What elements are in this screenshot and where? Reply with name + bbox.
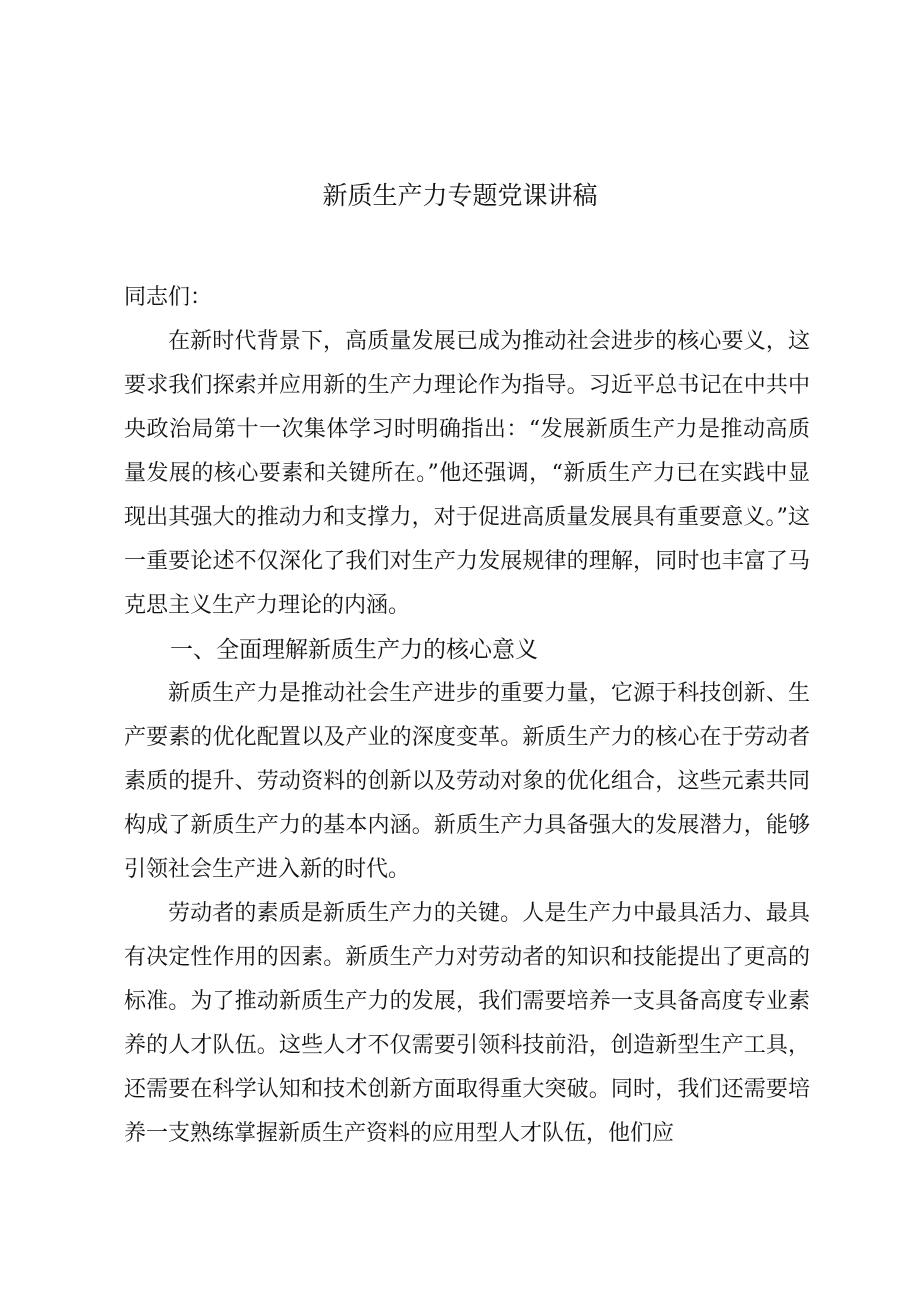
document-body — [124, 276, 810, 1156]
section-paragraph-1: 新质生产力是推动社会生产进步的重要力量，它源于科技创新、生产要素的优化配置以及产业的深度变革。新质生产力的核心在于劳动者素质的提升、劳动资料的创新以及劳动对象的优化组合，这些元素共同构成了新质生产力的基本内涵。新质生产力具备强大的发展潜力，能够引领社会生产进入新的时代。 — [124, 681, 810, 882]
document-title: 新质生产力专题党课讲稿 — [322, 181, 598, 210]
salutation: 同志们： — [124, 285, 213, 310]
section-heading: 一、全面理解新质生产力的核心意义 — [170, 637, 538, 663]
section-paragraph-2: 劳动者的素质是新质生产力的关键。人是生产力中最具活力、最具有决定性作用的因素。新质生产力对劳动者的知识和技能提出了更高的标准。为了推动新质生产力的发展，我们需要培养一支具备高度专业素养的人才队伍。这些人才不仅需要引领科技前沿，创造新型生产工具，还需要在科学认知和技术创新方面取得重大突破。同时，我们还需要培养一支熟练掌握新质生产资料的应用型人才队伍，他们应 — [124, 901, 810, 1146]
intro-paragraph: 在新时代背景下，高质量发展已成为推动社会进步的核心要义，这要求我们探索并应用新的生产力理论作为指导。习近平总书记在中共中央政治局第十一次集体学习时明确指出：“发展新质生产力是推动高质量发展的核心要素和关键所在。”他还强调，“新质生产力已在实践中显现出其强大的推动力和支撑力，对于促进高质量发展具有重要意义。”这一重要论述不仅深化了我们对生产力发展规律的理解，同时也丰富了马克思主义生产力理论的内涵。 — [124, 329, 810, 618]
